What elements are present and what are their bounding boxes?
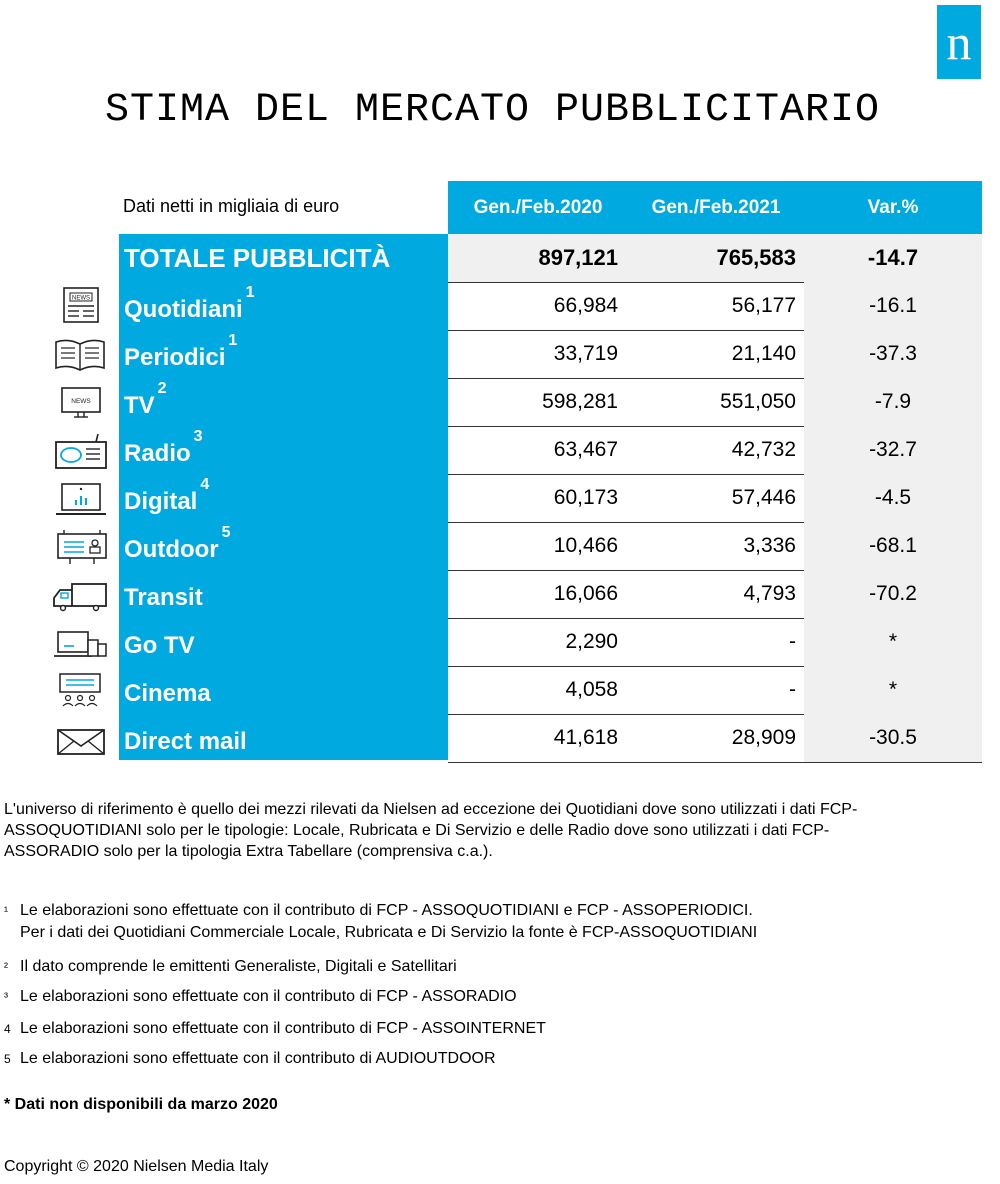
table-row	[0, 330, 1000, 378]
table-row	[0, 618, 1000, 666]
table-row	[0, 282, 1000, 330]
table-row	[0, 714, 1000, 762]
table-row	[0, 426, 1000, 474]
footnote-1: ¹ Le elaborazioni sono effettuate con il contributo di FCP - ASSOQUOTIDIANI e FCP - ASSOPERIODICI. Per i dati dei Quotidiani Commerciale Locale, Rubricata e Di Servizio la fonte è FCP-ASSOQUOTIDIANI	[4, 902, 758, 941]
open-magazine-icon	[50, 334, 110, 374]
value-2020: 10,466	[553, 534, 618, 557]
row-label: Digital$^4$	[124, 476, 210, 515]
footnote-ref: 1	[245, 284, 255, 301]
footnote-2: ² Il dato comprende le emittenti Generaliste, Digitali e Satellitari	[4, 958, 457, 975]
cinema-audience-icon	[50, 670, 110, 710]
row-label: Direct mail	[124, 728, 247, 755]
row-label: Radio$^3$	[124, 428, 203, 467]
total-value-2020: 897,121	[538, 245, 618, 270]
row-separator	[448, 762, 982, 763]
table-row	[0, 570, 1000, 618]
column-header-var: Var.%	[867, 197, 919, 218]
truck-icon	[50, 574, 110, 614]
total-var: -14.7	[867, 245, 919, 270]
variation-percent: -30.5	[804, 714, 982, 762]
svg-text:NEWS: NEWS	[71, 398, 91, 405]
value-2021: 21,140	[731, 342, 796, 365]
footnote-3: ³ Le elaborazioni sono effettuate con il contributo di FCP - ASSORADIO	[4, 988, 517, 1005]
value-2021: 4,793	[743, 582, 796, 605]
table-row	[0, 474, 1000, 522]
variation-percent: -70.2	[804, 570, 982, 618]
value-2021: 57,446	[731, 486, 796, 509]
row-label: Cinema	[124, 680, 211, 707]
variation-percent: -4.5	[804, 474, 982, 522]
value-2021: -	[789, 630, 796, 653]
units-note: Dati netti in migliaia di euro	[123, 196, 340, 216]
newspaper-icon	[50, 286, 110, 326]
nielsen-logo	[937, 5, 981, 79]
value-2021: 551,050	[720, 390, 796, 413]
footnote-ref: 1	[228, 332, 238, 349]
footnote-5: 5 Le elaborazioni sono effettuate con il contributo di AUDIOUTDOOR	[4, 1050, 496, 1067]
footnote-ref: 4	[200, 476, 210, 493]
total-row	[0, 234, 1000, 282]
value-2020: 60,173	[553, 486, 618, 509]
row-label: $TV^2$	[124, 380, 167, 419]
value-2021: 42,732	[731, 438, 796, 461]
total-value-2021: 765,583	[716, 245, 796, 270]
row-label: Quotidiani$^1$	[124, 284, 255, 323]
total-label: TOTALE PUBBLICITÀ	[124, 243, 391, 273]
page-title: STIMA DEL MERCATO PUBBLICITARIO	[104, 88, 881, 133]
svg-text:NEWS: NEWS	[72, 295, 90, 302]
variation-percent: -7.9	[804, 378, 982, 426]
value-2020: 598,281	[542, 390, 618, 413]
table-row	[0, 378, 1000, 426]
variation-percent: *	[804, 618, 982, 666]
radio-icon	[50, 430, 110, 470]
table-row	[0, 666, 1000, 714]
variation-percent: -68.1	[804, 522, 982, 570]
value-2020: 41,618	[553, 726, 618, 749]
value-2021: 3,336	[743, 534, 796, 557]
data-availability-note: * Dati non disponibili da marzo 2020	[4, 1096, 278, 1113]
value-2020: 2,290	[565, 630, 618, 653]
envelope-icon	[50, 718, 110, 758]
value-2020: 16,066	[553, 582, 618, 605]
laptop-chart-icon	[50, 478, 110, 518]
copyright: Copyright © 2020 Nielsen Media Italy	[4, 1158, 269, 1175]
value-2021: -	[789, 678, 796, 701]
value-2020: 63,467	[553, 438, 618, 461]
footnote-ref: 5	[221, 524, 231, 541]
logo-letter: n	[946, 14, 972, 70]
tv-news-icon	[50, 382, 110, 422]
row-label: Periodici$^1$	[124, 332, 238, 371]
billboard-icon	[50, 526, 110, 566]
column-header-2021: Gen./Feb.2021	[651, 197, 781, 218]
value-2020: 66,984	[553, 294, 618, 317]
footnote-ref: 2	[157, 380, 167, 397]
value-2020: 33,719	[553, 342, 618, 365]
value-2021: 28,909	[731, 726, 796, 749]
table-row	[0, 522, 1000, 570]
variation-percent: -16.1	[804, 282, 982, 330]
footnote-4: 4 Le elaborazioni sono effettuate con il contributo di FCP - ASSOINTERNET	[4, 1020, 546, 1037]
variation-percent: -37.3	[804, 330, 982, 378]
universe-note: L'universo di riferimento è quello dei mezzi rilevati da Nielsen ad eccezione dei Quotidiani dove sono utilizzati i dati FCP- ASSOQUOTIDIANI solo per le tipologie: Locale, Rubricata e Di Servizio e delle Radio dove sono utilizzati i dati FCP- ASSORADIO solo per la tipologia Extra Tabellare (comprensiva c.a.).	[4, 801, 858, 860]
row-label: Transit	[124, 584, 203, 611]
value-2020: 4,058	[565, 678, 618, 701]
screens-icon	[50, 622, 110, 662]
row-label: Outdoor$^5$	[124, 524, 231, 563]
row-label: Go TV	[124, 632, 195, 659]
value-2021: 56,177	[731, 294, 796, 317]
variation-percent: *	[804, 666, 982, 714]
variation-percent: -32.7	[804, 426, 982, 474]
footnote-ref: 3	[193, 428, 203, 445]
column-header-2020: Gen./Feb.2020	[473, 197, 603, 218]
